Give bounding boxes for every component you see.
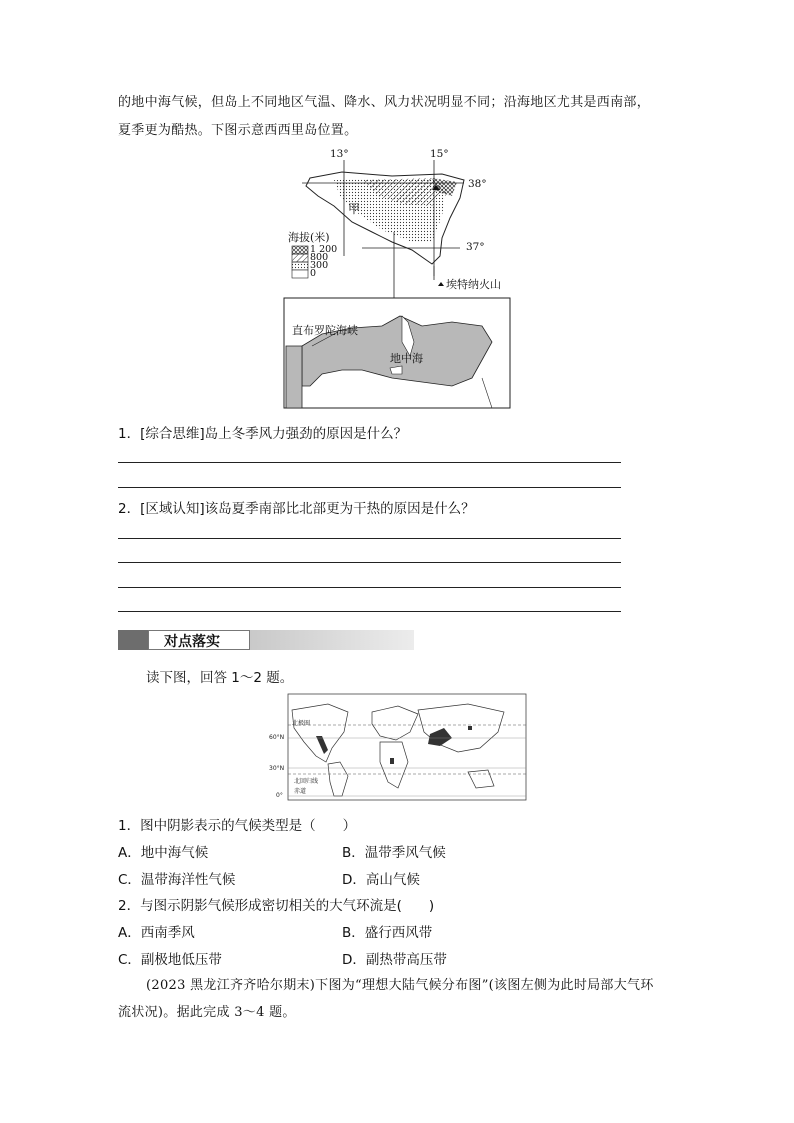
answer-line[interactable] — [118, 562, 621, 563]
answer-line[interactable] — [118, 587, 621, 588]
section-title: 对点落实 — [164, 634, 220, 650]
tropic-label: 北回归线 — [294, 778, 319, 785]
intro-line-2: 夏季更为酷热。下图示意西西里岛位置。 — [118, 123, 358, 138]
answer-line[interactable] — [118, 611, 621, 612]
lat-38-label: 38° — [468, 178, 487, 190]
mc1-option-c[interactable]: C．温带海洋性气候 — [118, 872, 236, 888]
lat-37-label: 37° — [466, 241, 485, 253]
shaded-region — [468, 726, 472, 730]
legend-1200: 1 200 — [310, 244, 338, 255]
mediterranean-label: 地中海 — [390, 352, 423, 365]
world-map-graphic — [268, 692, 528, 802]
section-header-bar — [118, 630, 414, 650]
read-prompt: 读下图，回答 1～2 题。 — [146, 670, 294, 686]
answer-line[interactable] — [118, 538, 621, 539]
mc2-option-a[interactable]: A．西南季风 — [118, 925, 195, 941]
arctic-circle-label: 北极圈 — [292, 720, 311, 727]
etna-volcano-label: 埃特纳火山 — [446, 278, 501, 291]
mc1-option-b[interactable]: B．温带季风气候 — [342, 845, 446, 861]
lon-15-label: 15° — [430, 148, 449, 160]
legend-0: 0 — [310, 268, 317, 279]
lat-0-label: 0° — [276, 792, 283, 799]
answer-line[interactable] — [118, 462, 621, 463]
region-jia-label: 甲 — [348, 202, 361, 216]
outro-line-1: (2023 黑龙江齐齐哈尔期末)下图为“理想大陆气候分布图”(该图左侧为此时局部大气环 — [146, 978, 654, 993]
world-map-figure — [268, 692, 528, 802]
question-1: 1．[综合思维]岛上冬季风力强劲的原因是什么？ — [118, 426, 408, 442]
legend-title: 海拔(米) — [288, 231, 330, 244]
equator-label: 赤道 — [294, 788, 307, 795]
mc1-option-a[interactable]: A．地中海气候 — [118, 845, 209, 861]
legend-300: 300 — [310, 260, 329, 271]
intro-line-1: 的地中海气候，但岛上不同地区气温、降水、风力状况明显不同；沿海地区尤其是西南部， — [118, 95, 651, 110]
answer-line[interactable] — [118, 487, 621, 488]
gibraltar-strait-label: 直布罗陀海峡 — [292, 324, 358, 337]
lat-60-label: 60°N — [269, 734, 285, 741]
mc-question-1-stem: 1．图中阴影表示的气候类型是（ ） — [118, 818, 357, 834]
lon-13-label: 13° — [330, 148, 349, 160]
lat-30-label: 30°N — [269, 765, 285, 772]
mc-question-2-stem: 2．与图示阴影气候形成密切相关的大气环流是( ) — [118, 898, 435, 914]
mc2-option-b[interactable]: B．盛行西风带 — [342, 925, 433, 941]
mc2-option-d[interactable]: D．副热带高压带 — [342, 952, 447, 968]
outro-line-2: 流状况)。据此完成 3～4 题。 — [118, 1005, 296, 1020]
sicily-figure — [282, 146, 512, 410]
question-2: 2．[区域认知]该岛夏季南部比北部更为干热的原因是什么？ — [118, 501, 475, 517]
shaded-region — [390, 758, 394, 764]
legend-800: 800 — [310, 252, 329, 263]
mc1-option-d[interactable]: D．高山气候 — [342, 872, 420, 888]
mc2-option-c[interactable]: C．副极地低压带 — [118, 952, 222, 968]
